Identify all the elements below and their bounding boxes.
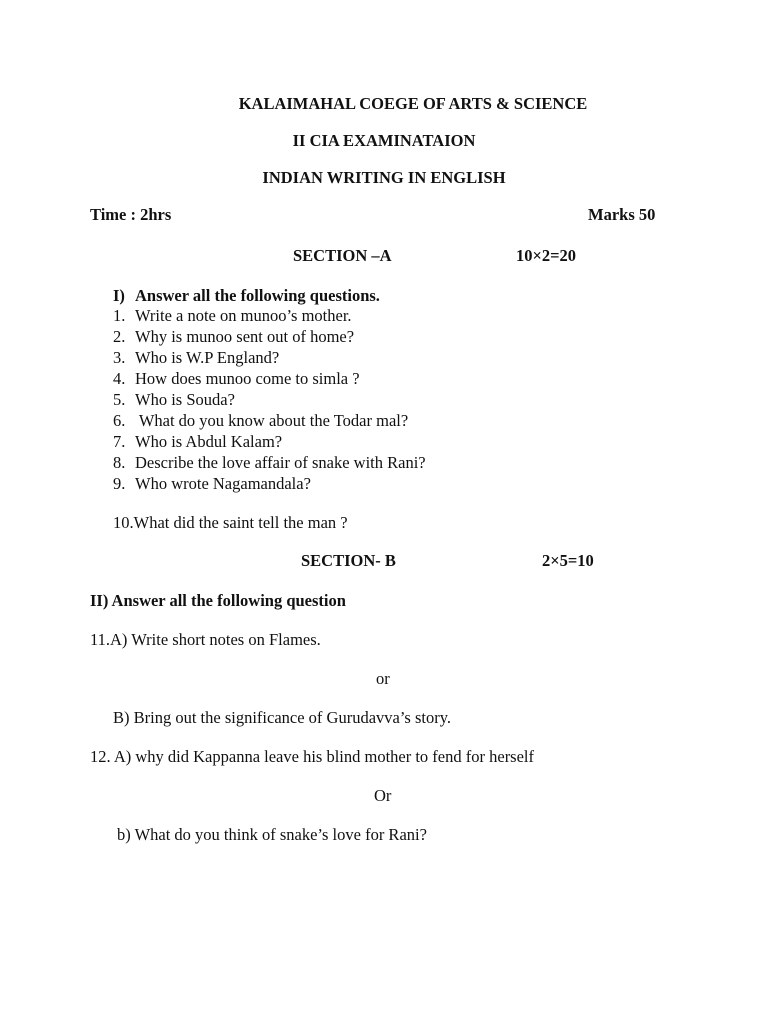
or-separator: Or (374, 786, 392, 805)
question-text: Who is Souda? (135, 390, 235, 409)
question-text: How does munoo come to simla ? (135, 369, 360, 388)
section-a-marks: 10×2=20 (516, 246, 577, 265)
exam-title: II CIA EXAMINATAION (292, 131, 476, 150)
question-text: Write a note on munoo’s mother. (135, 306, 352, 325)
list-item (113, 432, 282, 452)
list-item (113, 390, 235, 410)
question-text: Who is Abdul Kalam? (135, 432, 283, 451)
section-b-instruction: II) Answer all the following question (90, 591, 346, 610)
question-text: Who wrote Nagamandala? (135, 474, 311, 493)
college-title: KALAIMAHAL COEGE OF ARTS & SCIENCE (238, 94, 588, 113)
question-number: 7. (113, 432, 126, 451)
question-number: 5. (113, 390, 126, 409)
list-item (113, 369, 360, 389)
question-12a: 12. A) why did Kappanna leave his blind mother to fend for herself (90, 747, 535, 766)
section-b-title: SECTION- B (301, 551, 396, 570)
question-text: Who is W.P England? (135, 348, 280, 367)
question-text: What do you know about the Todar mal? (135, 411, 409, 430)
list-item (113, 474, 311, 494)
or-separator: or (376, 669, 390, 688)
question-number: 6. (113, 411, 126, 430)
question-number: 4. (113, 369, 126, 388)
question-11b: B) Bring out the significance of Gurudavva’s story. (113, 708, 452, 727)
question-number: 2. (113, 327, 126, 346)
question-text: Why is munoo sent out of home? (135, 327, 355, 346)
list-item (113, 327, 354, 347)
list-item (113, 306, 352, 326)
question-number: 9. (113, 474, 126, 493)
subject-title: INDIAN WRITING IN ENGLISH (262, 168, 506, 187)
question-number: 8. (113, 453, 126, 472)
section-a-title: SECTION –A (293, 246, 392, 265)
instruction-text: Answer all the following questions. (135, 286, 380, 305)
question-number: 1. (113, 306, 126, 325)
marks-label: Marks 50 (588, 205, 656, 224)
question-10: 10.What did the saint tell the man ? (113, 513, 348, 532)
question-11a: 11.A) Write short notes on Flames. (90, 630, 321, 649)
question-number: 3. (113, 348, 126, 367)
section-b-marks: 2×5=10 (542, 551, 594, 570)
instruction-number: I) (113, 286, 125, 305)
question-12b: b) What do you think of snake’s love for Rani? (117, 825, 427, 844)
time-label: Time : 2hrs (90, 205, 172, 224)
question-text: Describe the love affair of snake with Rani? (135, 453, 426, 472)
list-item (113, 348, 279, 368)
section-a-instruction (113, 286, 380, 306)
list-item (113, 453, 426, 473)
list-item (113, 411, 408, 431)
